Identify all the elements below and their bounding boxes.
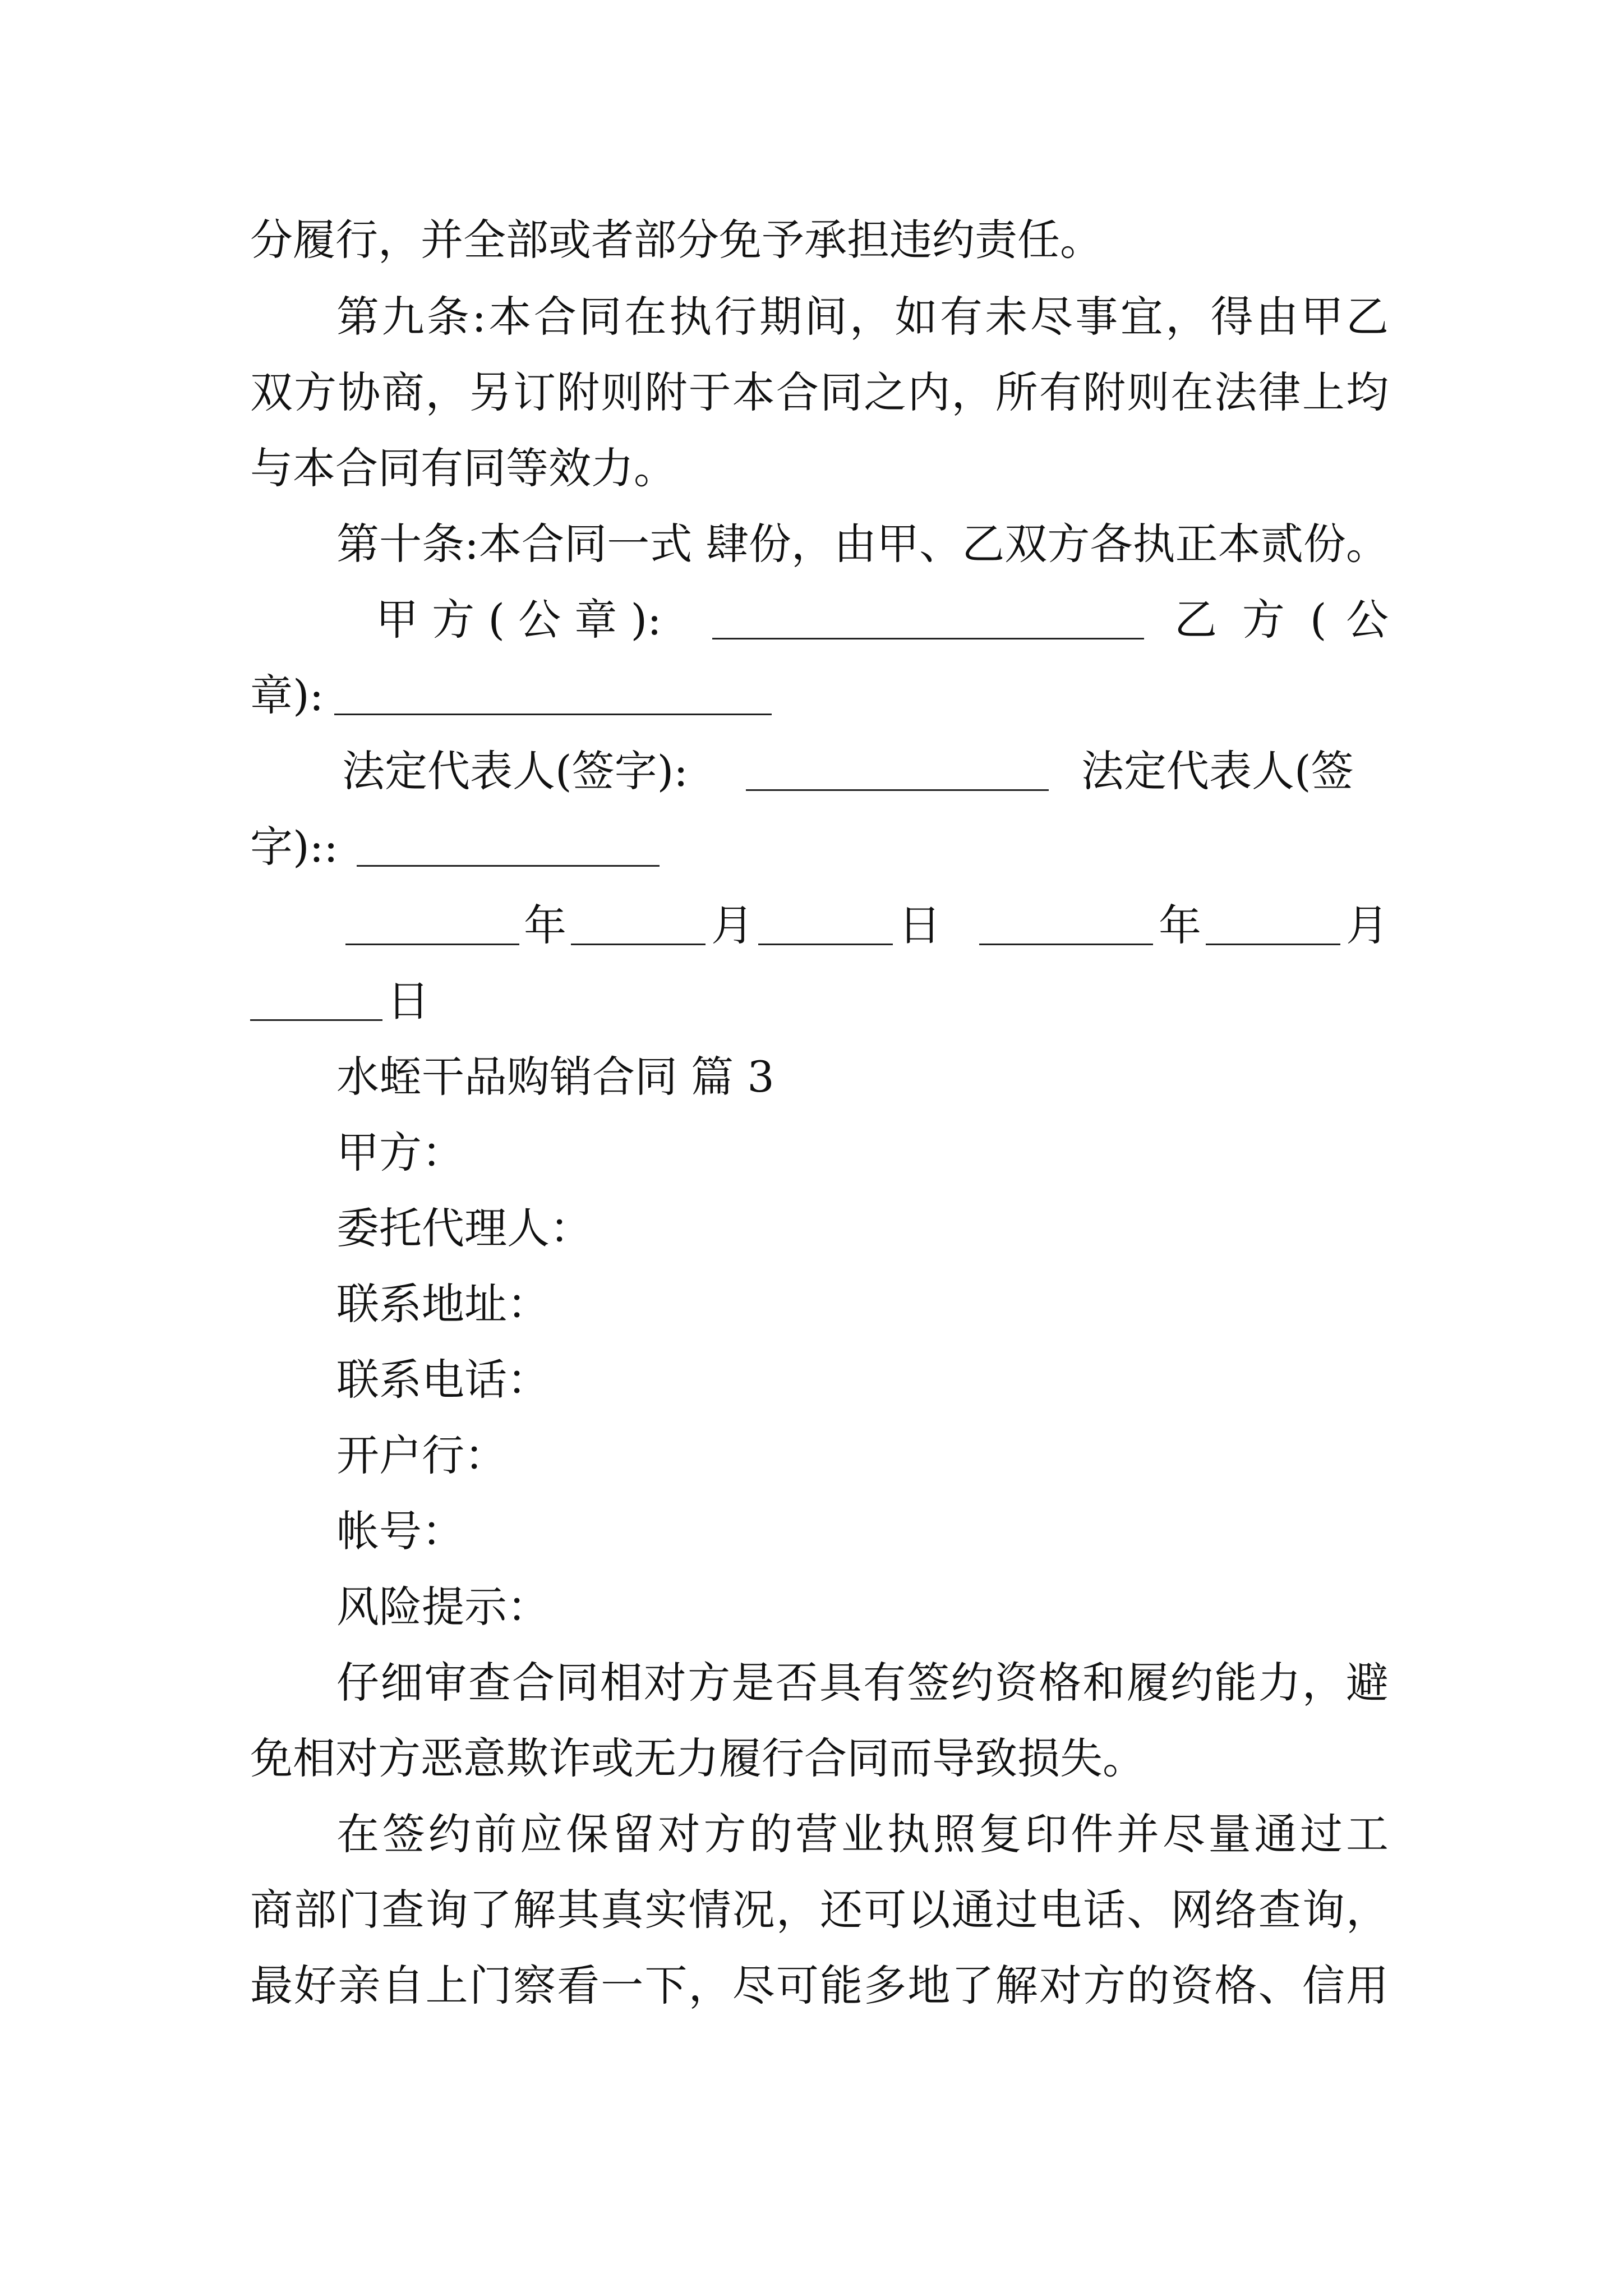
date-line [250, 892, 1389, 959]
representative-line-continued [250, 813, 1389, 881]
field-address: 联系地址： [336, 1279, 550, 1329]
day-blank [758, 909, 893, 945]
section-heading: 水蛭干品购销合同 篇 3 [336, 1052, 774, 1102]
party-a-representative-label: 法定代表人(签字): [342, 746, 688, 796]
year-blank [979, 909, 1153, 945]
seal-line-continued [250, 662, 1389, 729]
year-label: 年 [1159, 900, 1201, 950]
year-label: 年 [524, 900, 566, 950]
date-line-continued [250, 968, 1389, 1035]
party-b-seal-label-end: 章): [250, 670, 324, 720]
year-blank [345, 909, 519, 945]
field-phone: 联系电话： [336, 1355, 550, 1405]
party-b-seal-label: 乙 方 ( 公 [1174, 595, 1389, 645]
field-party-a: 甲方： [336, 1128, 464, 1177]
paragraph-line: 在签约前应保留对方的营业执照复印件并尽量通过工 [336, 1809, 1389, 1859]
party-b-representative-label: 法定代表人(签 [1081, 746, 1354, 796]
field-bank: 开户行： [336, 1430, 507, 1480]
party-a-seal-blank [712, 603, 1144, 639]
month-label: 月 [1346, 900, 1389, 950]
field-account: 帐号： [336, 1506, 464, 1556]
day-blank [250, 984, 382, 1021]
representative-line [342, 738, 1389, 805]
month-blank [1206, 909, 1340, 945]
article-9-line: 第九条:本合同在执行期间，如有未尽事宜，得由甲乙 [336, 292, 1389, 342]
paragraph-line: 与本合同有同等效力。 [250, 443, 676, 493]
paragraph-line: 最好亲自上门察看一下，尽可能多地了解对方的资格、信用 [250, 1961, 1389, 2010]
paragraph-line: 免相对方恶意欺诈或无力履行合同而导致损失。 [250, 1733, 1145, 1783]
paragraph-line: 商部门查询了解其真实情况，还可以通过电话、网络查询， [250, 1885, 1389, 1935]
risk-heading: 风险提示： [336, 1582, 550, 1632]
article-10-line: 第十条:本合同一式 肆份，由甲、乙双方各执正本贰份。 [336, 519, 1389, 569]
month-blank [571, 909, 706, 945]
paragraph-line: 仔细审查合同相对方是否具有签约资格和履约能力，避 [336, 1658, 1389, 1708]
seal-line [376, 586, 1389, 654]
party-a-seal-label: 甲 方 ( 公 章 ): [376, 595, 662, 645]
month-label: 月 [711, 900, 754, 950]
paragraph-line: 双方协商，另订附则附于本合同之内，所有附则在法律上均 [250, 367, 1389, 417]
party-b-seal-blank [334, 679, 772, 715]
day-label: 日 [387, 976, 430, 1026]
party-b-signature-blank [357, 830, 660, 867]
field-agent: 委托代理人： [336, 1203, 592, 1253]
paragraph-line: 分履行，并全部或者部分免予承担违约责任。 [250, 215, 1103, 265]
party-a-signature-blank [746, 754, 1049, 791]
day-label: 日 [898, 900, 941, 950]
party-b-representative-label-end: 字):: [250, 822, 338, 872]
